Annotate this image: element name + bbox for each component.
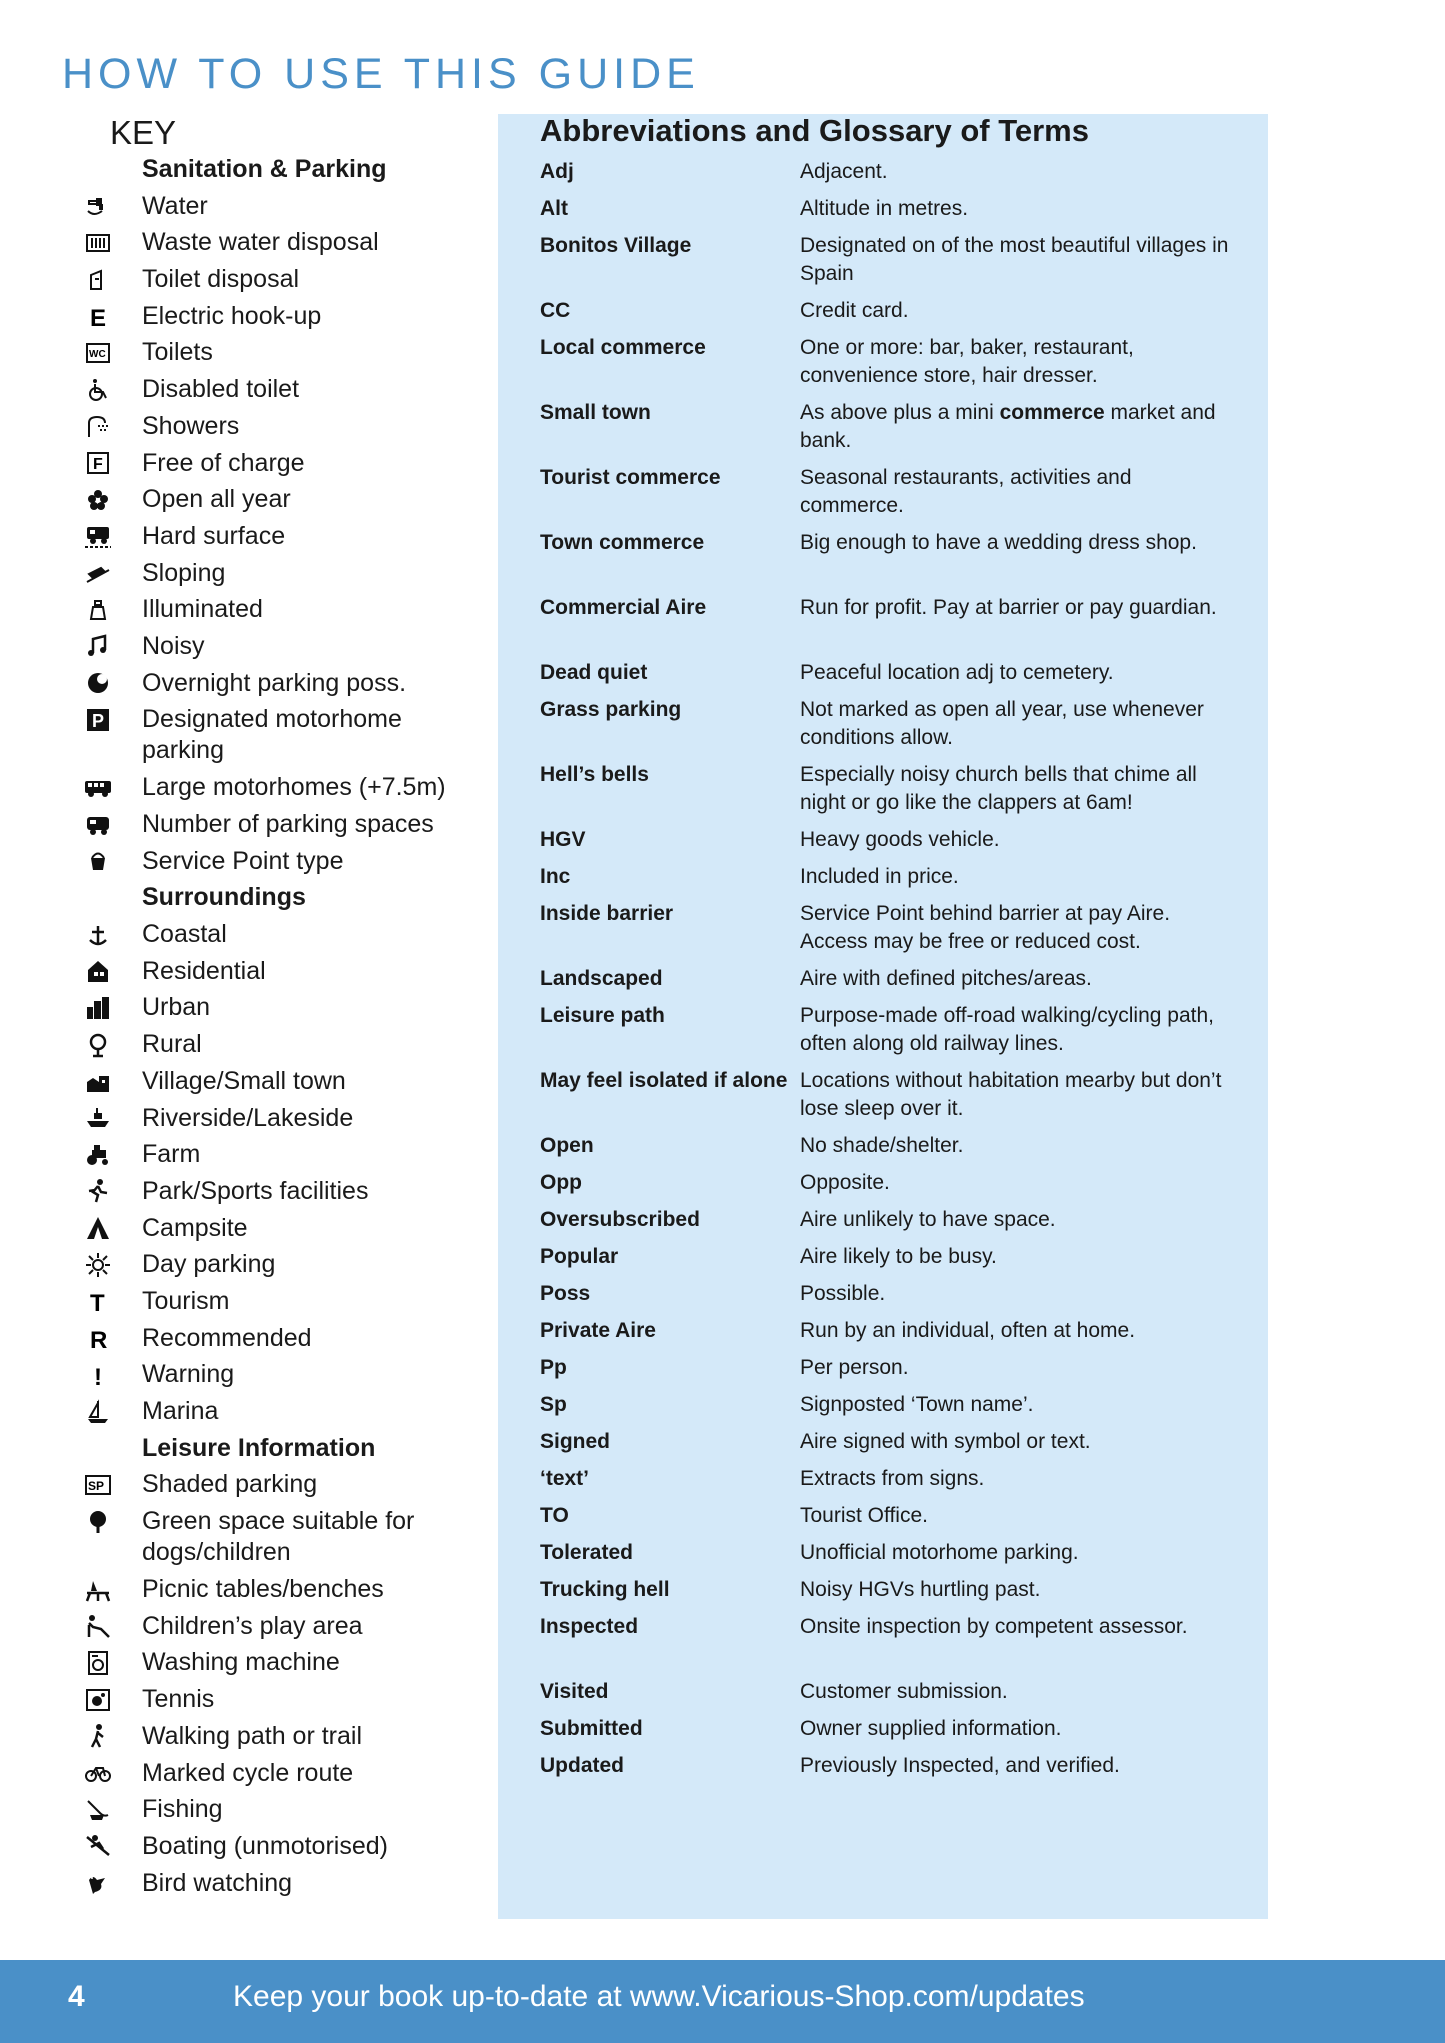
key-item-label: Open all year: [142, 485, 291, 514]
glossary-row: [540, 863, 1240, 900]
glossary-row: [540, 1317, 1240, 1354]
glossary-term: Hell’s bells: [540, 763, 649, 786]
glossary-definition: Heavy goods vehicle.: [800, 828, 1000, 851]
wc-icon: [70, 337, 126, 368]
glossary-list: [540, 158, 1240, 1789]
glossary-row: [540, 195, 1240, 232]
tractor-icon: [70, 1139, 126, 1170]
glossary-row: [540, 1428, 1240, 1465]
glossary-term: Town commerce: [540, 531, 705, 554]
glossary-term: Visited: [540, 1680, 609, 1703]
glossary-row: [540, 900, 1240, 965]
glossary-definition: Opposite.: [800, 1171, 890, 1194]
glossary-term: Private Aire: [540, 1319, 656, 1342]
glossary-row: [540, 965, 1240, 1002]
key-item-label: Green space suitable for dogs/children: [142, 1507, 415, 1567]
glossary-row: [540, 1613, 1240, 1678]
key-item: [70, 1831, 470, 1868]
glossary-term: Signed: [540, 1430, 611, 1453]
glossary-row: [540, 659, 1240, 696]
sailboat-icon: [70, 1396, 126, 1427]
boat-icon: [70, 1103, 126, 1134]
glossary-definition: Not marked as open all year, use whenever conditions allow.: [800, 698, 1204, 749]
recommended-r-icon: [70, 1323, 126, 1354]
sun-icon: [70, 1249, 126, 1280]
bus-icon: [70, 772, 126, 803]
house-icon: [70, 956, 126, 987]
key-item-label: Overnight parking poss.: [142, 668, 407, 697]
key-item-label: Sloping: [142, 558, 226, 587]
key-item: [70, 1506, 470, 1574]
shaded-sp-icon: [70, 1469, 126, 1500]
key-item: [70, 956, 470, 993]
key-item-label: Toilets: [142, 338, 213, 367]
key-item-label: Walking path or trail: [142, 1721, 362, 1750]
key-item: [70, 264, 470, 301]
tennis-icon: [70, 1684, 126, 1715]
key-item-label: Water: [142, 191, 208, 220]
glossary-definition: Noisy HGVs hurtling past.: [800, 1578, 1041, 1601]
glossary-definition-part: As above plus a mini: [800, 401, 1000, 424]
glossary-row: [540, 399, 1240, 464]
glossary-term: ‘text’: [540, 1467, 590, 1490]
svg-text:T: T: [90, 1290, 105, 1315]
key-item-label: Rural: [142, 1030, 202, 1059]
glossary-definition: Aire with defined pitches/areas.: [800, 967, 1092, 990]
key-section: [70, 112, 470, 1904]
village-icon: [70, 1066, 126, 1097]
key-item: [70, 631, 470, 668]
picnic-icon: [70, 1574, 126, 1605]
key-item-label: Electric hook-up: [142, 301, 322, 330]
key-item-label: Farm: [142, 1140, 201, 1169]
green-tree-icon: [70, 1506, 126, 1537]
toilet-disposal-icon: [70, 264, 126, 295]
glossary-term: Trucking hell: [540, 1578, 670, 1601]
rowing-icon: [70, 1831, 126, 1862]
bicycle-icon: [70, 1758, 126, 1789]
key-item: [70, 1323, 470, 1360]
glossary-term: Sp: [540, 1393, 567, 1416]
key-item: [70, 1684, 470, 1721]
key-item-label: Designated motorhome parking: [142, 705, 402, 765]
key-item-label: Day parking: [142, 1250, 276, 1279]
glossary-definition: Customer submission.: [800, 1680, 1008, 1703]
key-item-label: Free of charge: [142, 448, 305, 477]
glossary-definition: Aire signed with symbol or text.: [800, 1430, 1091, 1453]
key-item-label: Hard surface: [142, 521, 286, 550]
key-item-label: Tennis: [142, 1685, 215, 1714]
key-item-label: Leisure Information: [142, 1433, 376, 1462]
glossary-row: [540, 1169, 1240, 1206]
key-item-label: Waste water disposal: [142, 228, 379, 257]
glossary-row: [540, 761, 1240, 826]
glossary-term: Poss: [540, 1282, 591, 1305]
glossary-row: [540, 1354, 1240, 1391]
glossary-definition: Extracts from signs.: [800, 1467, 985, 1490]
glossary-definition: Signposted ‘Town name’.: [800, 1393, 1034, 1416]
key-item-label: Urban: [142, 993, 211, 1022]
key-item: [70, 337, 470, 374]
bucket-icon: [70, 846, 126, 877]
water-tap-icon: [70, 191, 126, 222]
glossary-panel: [498, 114, 1268, 1919]
glossary-definition: Aire likely to be busy.: [800, 1245, 997, 1268]
glossary-row: [540, 1002, 1240, 1067]
glossary-row: [540, 297, 1240, 334]
glossary-term: HGV: [540, 828, 586, 851]
key-item: [70, 411, 470, 448]
glossary-term: Local commerce: [540, 336, 706, 359]
key-item: [70, 1721, 470, 1758]
key-item-label: Village/Small town: [142, 1066, 346, 1095]
glossary-definition: Aire unlikely to have space.: [800, 1208, 1056, 1231]
key-item: [70, 1029, 470, 1066]
glossary-term: Landscaped: [540, 967, 663, 990]
glossary-row: [540, 696, 1240, 761]
key-item: [70, 1611, 470, 1648]
key-item-label: Marked cycle route: [142, 1758, 354, 1787]
runner-icon: [70, 1176, 126, 1207]
key-item-label: Tourism: [142, 1286, 230, 1315]
glossary-definition: Run by an individual, often at home.: [800, 1319, 1136, 1342]
sloping-icon: [70, 558, 126, 589]
key-section-heading: [70, 154, 470, 191]
glossary-term: Commercial Aire: [540, 596, 707, 619]
slide-icon: [70, 1611, 126, 1642]
key-item-label: Fishing: [142, 1795, 223, 1824]
key-item: [70, 1574, 470, 1611]
svg-text:F: F: [93, 456, 103, 473]
glossary-term: Opp: [540, 1171, 582, 1194]
key-item-label: Boating (unmotorised): [142, 1831, 388, 1860]
moon-icon: [70, 668, 126, 699]
key-item-label: Washing machine: [142, 1648, 340, 1677]
key-item: [70, 919, 470, 956]
key-item-label: Service Point type: [142, 846, 344, 875]
footer-bar: [0, 1960, 1445, 2043]
glossary-term: Popular: [540, 1245, 619, 1268]
glossary-row: [540, 1391, 1240, 1428]
glossary-term: Updated: [540, 1754, 624, 1777]
glossary-row: [540, 1465, 1240, 1502]
key-item: [70, 992, 470, 1029]
washing-machine-icon: [70, 1647, 126, 1678]
glossary-definition: Designated on of the most beautiful villages in Spain: [800, 234, 1229, 285]
key-item: [70, 521, 470, 558]
glossary-term: Oversubscribed: [540, 1208, 700, 1231]
key-section-heading: [70, 882, 470, 919]
glossary-definition: Purpose-made off-road walking/cycling path, often along old railway lines.: [800, 1004, 1215, 1055]
walker-icon: [70, 1721, 126, 1752]
key-item-label: Sanitation & Parking: [142, 155, 387, 183]
glossary-row: [540, 826, 1240, 863]
glossary-term: May feel isolated if alone: [540, 1069, 788, 1092]
glossary-definition: Especially noisy church bells that chime all night or go like the clappers at 6am!: [800, 763, 1197, 814]
key-icon-spacer: [70, 1433, 126, 1464]
glossary-row: [540, 464, 1240, 529]
bird-icon: [70, 1868, 126, 1899]
key-item-label: Riverside/Lakeside: [142, 1103, 354, 1132]
svg-text:P: P: [92, 710, 105, 731]
key-item-label: Noisy: [142, 631, 205, 660]
key-item: [70, 1396, 470, 1433]
key-item: [70, 1249, 470, 1286]
glossary-definition: Tourist Office.: [800, 1504, 928, 1527]
music-note-icon: [70, 631, 126, 662]
key-item: [70, 1647, 470, 1684]
glossary-definition: One or more: bar, baker, restaurant, convenience store, hair dresser.: [800, 336, 1134, 387]
glossary-definition: Possible.: [800, 1282, 886, 1305]
parking-p-icon: [70, 704, 126, 735]
glossary-term: Leisure path: [540, 1004, 665, 1027]
glossary-term: Tourist commerce: [540, 466, 721, 489]
glossary-definition: Big enough to have a wedding dress shop.: [800, 531, 1197, 554]
glossary-definition: Onsite inspection by competent assessor.: [800, 1615, 1188, 1638]
glossary-row: [540, 594, 1240, 659]
key-item: [70, 846, 470, 883]
glossary-term: Bonitos Village: [540, 234, 692, 257]
svg-text:SP: SP: [88, 1478, 105, 1493]
key-icon-spacer: [70, 882, 126, 913]
footer-update-link[interactable]: Keep your book up-to-date at www.Vicarious-Shop.com/updates: [233, 1980, 1085, 2013]
wheelchair-icon: [70, 374, 126, 405]
key-item: [70, 1213, 470, 1250]
key-item-label: Large motorhomes (+7.5m): [142, 773, 446, 802]
glossary-row: [540, 232, 1240, 297]
key-item: [70, 1139, 470, 1176]
glossary-definition: Previously Inspected, and verified.: [800, 1754, 1120, 1777]
tree-icon: [70, 1029, 126, 1060]
glossary-definition: Adjacent.: [800, 160, 888, 183]
key-list: [70, 154, 470, 1904]
key-item-label: Bird watching: [142, 1868, 293, 1897]
glossary-term: Submitted: [540, 1717, 643, 1740]
glossary-term: Open: [540, 1134, 594, 1157]
waste-water-drain-icon: [70, 227, 126, 258]
key-item: [70, 301, 470, 338]
key-item-label: Showers: [142, 411, 240, 440]
tourism-t-icon: [70, 1286, 126, 1317]
glossary-definition: Run for profit. Pay at barrier or pay guardian.: [800, 596, 1217, 619]
glossary-row: [540, 1752, 1240, 1789]
svg-text:R: R: [90, 1327, 108, 1352]
glossary-term: CC: [540, 299, 571, 322]
glossary-definition: Per person.: [800, 1356, 909, 1379]
flower-icon: [70, 484, 126, 515]
glossary-term: Adj: [540, 160, 574, 183]
motorhome-surface-icon: [70, 521, 126, 552]
key-item-label: Marina: [142, 1397, 219, 1425]
glossary-definition: Credit card.: [800, 299, 909, 322]
glossary-term: Inspected: [540, 1615, 639, 1638]
glossary-definition-bold: commerce: [999, 401, 1105, 424]
key-item: [70, 1286, 470, 1323]
glossary-term: Grass parking: [540, 698, 682, 721]
key-item-label: Coastal: [142, 920, 227, 949]
key-title: KEY: [110, 114, 177, 151]
shower-icon: [70, 411, 126, 442]
key-item: [70, 668, 470, 705]
glossary-row: [540, 529, 1240, 594]
glossary-definition: No shade/shelter.: [800, 1134, 964, 1157]
key-item-label: Warning: [142, 1360, 235, 1389]
key-item: [70, 1758, 470, 1795]
glossary-row: [540, 158, 1240, 195]
key-section-heading: [70, 1433, 470, 1470]
key-item-label: Disabled toilet: [142, 375, 300, 404]
glossary-term: TO: [540, 1504, 569, 1527]
key-item: [70, 374, 470, 411]
glossary-definition: Seasonal restaurants, activities and commerce.: [800, 466, 1132, 517]
electric-e-icon: [70, 301, 126, 332]
glossary-term: Small town: [540, 401, 651, 424]
glossary-term: Inside barrier: [540, 902, 674, 925]
glossary-row: [540, 1280, 1240, 1317]
key-item-label: Illuminated: [142, 595, 263, 624]
key-item: [70, 704, 470, 772]
key-item: [70, 1469, 470, 1506]
glossary-row: [540, 1539, 1240, 1576]
glossary-row: [540, 1243, 1240, 1280]
key-item: [70, 191, 470, 228]
key-item-label: Shaded parking: [142, 1470, 318, 1499]
key-item: [70, 1066, 470, 1103]
glossary-definition: Peaceful location adj to cemetery.: [800, 661, 1114, 684]
page-number: 4: [68, 1980, 85, 2013]
key-item: [70, 448, 470, 485]
glossary-row: [540, 1715, 1240, 1752]
glossary-definition: Included in price.: [800, 865, 959, 888]
key-item-label: Picnic tables/benches: [142, 1575, 384, 1604]
lamp-icon: [70, 594, 126, 625]
glossary-row: [540, 1067, 1240, 1132]
key-item: [70, 227, 470, 264]
glossary-row: [540, 334, 1240, 399]
glossary-definition: Locations without habitation mearby but don’t lose sleep over it.: [800, 1069, 1222, 1120]
glossary-row: [540, 1576, 1240, 1613]
key-item: [70, 772, 470, 809]
glossary-row: [540, 1206, 1240, 1243]
key-item: [70, 484, 470, 521]
key-item: [70, 809, 470, 846]
key-item-label: Campsite: [142, 1213, 248, 1242]
glossary-term: Dead quiet: [540, 661, 648, 684]
motorhome-icon: [70, 809, 126, 840]
glossary-term: Inc: [540, 865, 571, 888]
page-title: HOW TO USE THIS GUIDE: [62, 50, 700, 98]
svg-text:WC: WC: [89, 348, 106, 360]
glossary-row: [540, 1132, 1240, 1169]
glossary-definition: Altitude in metres.: [800, 197, 969, 220]
glossary-title: Abbreviations and Glossary of Terms: [540, 113, 1089, 148]
glossary-definition: Unofficial motorhome parking.: [800, 1541, 1079, 1564]
glossary-term: Alt: [540, 197, 568, 220]
svg-text:E: E: [90, 305, 107, 330]
free-f-icon: [70, 448, 126, 479]
glossary-definition: [800, 399, 1240, 464]
key-icon-spacer: [70, 154, 126, 185]
key-item: [70, 1359, 470, 1396]
glossary-row: [540, 1502, 1240, 1539]
key-item-label: Surroundings: [142, 883, 306, 912]
warning-icon: [70, 1359, 126, 1390]
city-icon: [70, 992, 126, 1023]
key-item-label: Number of parking spaces: [142, 810, 434, 838]
key-item: [70, 594, 470, 631]
key-item-label: Park/Sports facilities: [142, 1176, 369, 1205]
fishing-icon: [70, 1794, 126, 1825]
key-item: [70, 1794, 470, 1831]
key-item-label: Residential: [142, 956, 266, 985]
key-item: [70, 558, 470, 595]
glossary-definition-part: market and bank.: [800, 401, 1216, 452]
key-item: [70, 1176, 470, 1213]
key-item-label: Recommended: [142, 1323, 312, 1352]
key-item-label: Children’s play area: [142, 1611, 363, 1640]
anchor-icon: [70, 919, 126, 950]
glossary-row: [540, 1678, 1240, 1715]
key-item-label: Toilet disposal: [142, 265, 300, 294]
svg-text:!: !: [94, 1363, 102, 1388]
glossary-term: Pp: [540, 1356, 567, 1379]
glossary-definition: Service Point behind barrier at pay Aire. Access may be free or reduced cost.: [800, 902, 1171, 953]
tent-icon: [70, 1213, 126, 1244]
glossary-term: Tolerated: [540, 1541, 633, 1564]
key-item: [70, 1103, 470, 1140]
glossary-definition: Owner supplied information.: [800, 1717, 1062, 1740]
key-item: [70, 1868, 470, 1905]
